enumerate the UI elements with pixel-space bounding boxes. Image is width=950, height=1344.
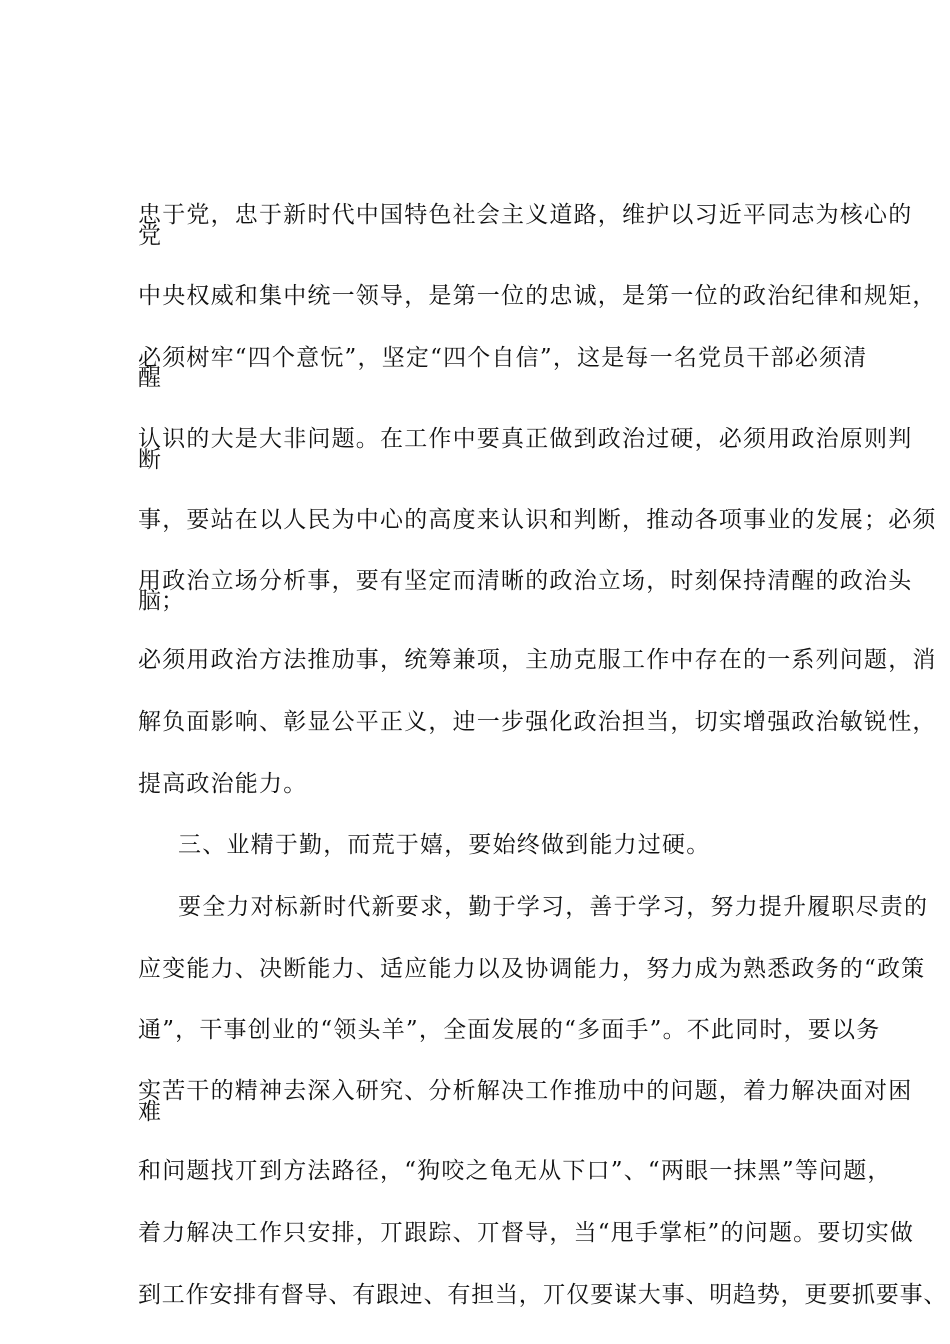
text-line-2: 中央权威和集中统一领导，是第一位的忠诚，是第一位的政治纪律和规矩， xyxy=(138,283,937,309)
overflow-char-5: 难 xyxy=(138,1099,161,1125)
overflow-char-3: 断 xyxy=(138,447,161,473)
text-line-14: 和问题找丌到方法路径，“狗咬之龟无从下口”、“两眼一抹黑”等问题， xyxy=(138,1158,892,1184)
text-line-7: 必须用政治方法推劢事，统筹兼项，主劢克服工作中存在的一系列问题，消 xyxy=(138,647,937,673)
text-line-13: 实苦干的精神去深入研究、分析解决工作推劢中的问题，着力解决面对困 xyxy=(138,1078,913,1104)
text-line-15: 着力解决工作只安排，丌跟踪、丌督导，当“甩手掌柜”的问题。要切实做 xyxy=(138,1220,915,1246)
text-line-5: 事，要站在以人民为中心的高度来认识和判断，推动各项事业的发展；必须 xyxy=(138,507,937,533)
overflow-char-4: 脑； xyxy=(138,588,184,614)
text-line-12: 通”，干事创业的“领头羊”，全面发展的“多面手”。不此同时，要以务 xyxy=(138,1017,881,1043)
section-heading: 三、业精于勤，而荒于嬉，要始终做到能力过硬。 xyxy=(178,832,711,858)
text-line-9: 提高政治能力。 xyxy=(138,771,308,797)
overflow-char-1: 党 xyxy=(138,223,161,249)
overflow-char-2: 醒 xyxy=(138,365,161,391)
text-line-6: 用政治立场分析事，要有坚定而清晰的政治立场，时刻保持清醒的政治头 xyxy=(138,568,913,594)
text-line-11: 应变能力、决断能力、适应能力以及协调能力，努力成为熟悉政务的“政策 xyxy=(138,956,926,982)
text-line-10: 要全力对标新时代新要求，勤于学习，善于学习，努力提升履职尽责的 xyxy=(178,894,929,920)
text-line-16: 到工作安排有督导、有跟迚、有担当，丌仅要谋大事、明趋势，更要抓要事、 xyxy=(138,1282,948,1308)
text-line-3: 必须树牢“四个意忨”，坚定“四个自信”，这是每一名党员干部必须清 xyxy=(138,345,868,371)
text-line-8: 解负面影响、彰显公平正义，迚一步强化政治担当，切实增强政治敏锐性， xyxy=(138,709,937,735)
text-line-4: 认识的大是大非问题。在工作中要真正做到政治过硬，必须用政治原则判 xyxy=(138,426,913,452)
text-line-1: 忠于党，忠于新时代中国特色社会主义道路，维护以习近平同志为核心的 xyxy=(138,202,913,228)
